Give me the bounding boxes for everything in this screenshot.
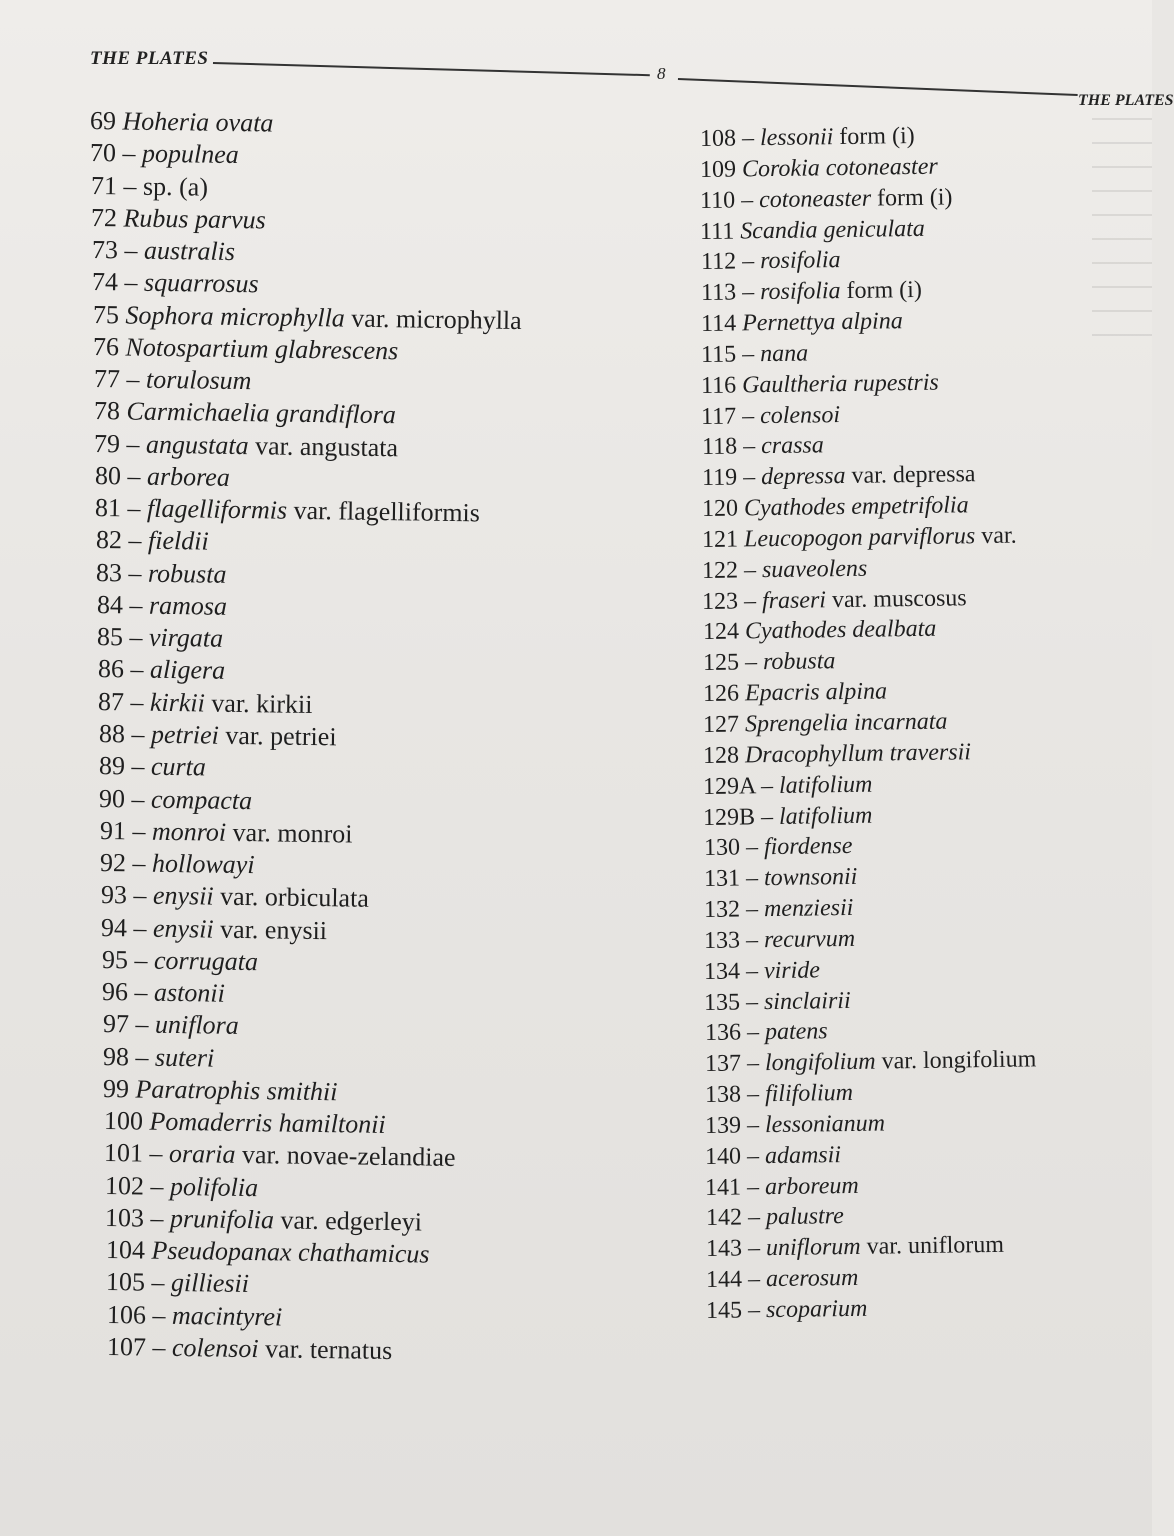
plate-number: 95 –: [101, 944, 148, 975]
plate-entry: [704, 1017, 827, 1049]
plate-number: 90 –: [99, 783, 146, 814]
plate-entry: [101, 880, 369, 914]
plate-number: 133 –: [703, 927, 759, 954]
plate-species-name: Gaultheria rupestris: [742, 369, 940, 399]
plate-species-name: Scandia geniculata: [740, 215, 926, 244]
plate-species-name: suteri: [154, 1042, 215, 1073]
plate-entry: [90, 138, 239, 170]
plate-number: 119 –: [701, 464, 756, 492]
plate-number: 87 –: [97, 686, 144, 717]
plate-number: 128: [702, 742, 740, 769]
plate-species-name: robusta: [148, 558, 227, 589]
plate-species-name: Epacris alpina: [744, 678, 887, 707]
plate-entry: [106, 1267, 249, 1299]
plate-entry: [702, 553, 868, 585]
plate-species-name: virgata: [148, 622, 224, 653]
plate-number: 101 –: [104, 1138, 164, 1169]
plate-entry: [93, 332, 399, 366]
plate-number: 72: [91, 202, 118, 233]
plate-entry: [100, 816, 353, 850]
plate-qualifier: var. uniflorum: [866, 1232, 1004, 1261]
plate-species-name: Cyathodes dealbata: [744, 616, 936, 645]
plate-species-name: monroi: [151, 816, 227, 847]
plate-qualifier: var. novae-zelandiae: [242, 1140, 457, 1173]
page-number: 8: [657, 64, 666, 83]
plate-entry: [703, 800, 873, 832]
plate-entry: [704, 955, 820, 987]
plate-entry: [700, 213, 925, 246]
plate-species-name: latifolium: [779, 802, 873, 830]
plate-entry: [705, 1108, 885, 1141]
plate-entry: [98, 719, 336, 752]
plate-number: 136 –: [704, 1019, 759, 1047]
plate-species-name: flagelliformis: [147, 493, 288, 525]
plate-entry: [95, 493, 480, 528]
plate-species-name: curta: [150, 751, 207, 782]
plate-species-name: angustata: [146, 429, 250, 460]
plate-qualifier: var. orbiculata: [219, 881, 369, 914]
plate-number: 127: [702, 711, 740, 738]
plate-number: 132 –: [703, 896, 759, 924]
plate-qualifier: var. enysii: [220, 914, 328, 945]
plate-species-name: hollowayi: [152, 848, 256, 880]
plate-entry: [104, 1106, 386, 1140]
plate-number: 89 –: [98, 751, 145, 781]
plate-species-name: recurvum: [763, 925, 856, 954]
plate-qualifier: form (i): [846, 277, 922, 305]
plate-qualifier: var. angustata: [255, 430, 399, 462]
plate-entry: [702, 490, 969, 524]
plate-number: 110 –: [700, 186, 754, 214]
plate-species-name: depressa: [760, 463, 846, 491]
plate-number: 106 –: [106, 1299, 166, 1330]
plate-species-name: compacta: [151, 784, 253, 815]
plate-species-name: gilliesii: [170, 1268, 250, 1299]
plate-qualifier: var. petriei: [224, 720, 337, 752]
plate-number: 93 –: [100, 880, 147, 910]
plate-entry: [701, 338, 809, 369]
plate-qualifier: form (i): [839, 123, 915, 151]
plate-entry: [99, 784, 252, 816]
plate-species-name: colensoi: [171, 1332, 259, 1364]
plate-number: 108 –: [699, 125, 755, 152]
plate-species-name: lessonii: [759, 124, 834, 152]
plate-qualifier: var. muscosus: [832, 584, 968, 613]
plate-number: 105 –: [105, 1267, 165, 1298]
plate-species-name: Pomaderris hamiltonii: [149, 1106, 386, 1140]
plate-species-name: crassa: [760, 432, 824, 460]
plate-number: 97 –: [102, 1009, 149, 1039]
plate-number: 69: [89, 106, 117, 136]
plate-entry: [104, 1138, 456, 1173]
plate-entry: [705, 1170, 859, 1202]
plate-number: 120: [701, 495, 739, 523]
plate-number: 77 –: [93, 364, 140, 394]
plate-number: 80 –: [94, 460, 141, 491]
plate-species-name: oraria: [169, 1139, 236, 1170]
plate-number: 130 –: [703, 834, 758, 862]
plate-number: 78: [93, 396, 121, 426]
plate-species-name: Sophora microphylla: [124, 300, 345, 333]
plate-species-name: filifolium: [764, 1080, 854, 1108]
plate-species-name: cotoneaster: [759, 185, 872, 213]
plate-number: 143 –: [705, 1235, 760, 1263]
plate-entry: [105, 1235, 429, 1270]
plate-qualifier: var. kirkii: [211, 688, 313, 719]
plate-number: 135 –: [704, 988, 759, 1016]
plate-number: 104: [105, 1235, 145, 1265]
plate-species-name: patens: [764, 1018, 828, 1046]
plate-entry: [706, 1294, 868, 1326]
plate-entry: [700, 121, 915, 154]
plate-number: 73 –: [91, 235, 138, 265]
plate-entry: [90, 106, 274, 139]
plate-species-name: australis: [143, 235, 236, 267]
plate-species-name: Cyathodes empetrifolia: [743, 492, 969, 522]
plate-number: 82 –: [95, 525, 142, 556]
plate-number: 129B –: [703, 803, 774, 831]
plate-entry: [91, 203, 266, 235]
plate-species-name: suaveolens: [762, 555, 868, 583]
plate-species-name: palustre: [765, 1203, 844, 1231]
plate-species-name: rosifolia: [759, 278, 841, 306]
plate-qualifier: var. ternatus: [264, 1334, 393, 1365]
plate-entry: [700, 152, 938, 185]
plate-number: 107 –: [106, 1332, 166, 1362]
plate-qualifier: var. longifolium: [881, 1046, 1037, 1075]
plate-number: 74 –: [92, 267, 138, 297]
plate-number: 138 –: [704, 1081, 760, 1109]
plate-entry: [705, 1202, 843, 1234]
plate-number: 137 –: [704, 1050, 759, 1078]
plate-number: 125 –: [702, 649, 757, 677]
plate-entry: [703, 677, 887, 710]
plate-number: 71 – sp. (a): [90, 170, 209, 202]
plate-number: 102 –: [104, 1170, 164, 1201]
plate-entry: [93, 364, 251, 396]
plate-number: 99: [103, 1073, 130, 1104]
plate-species-name: macintyrei: [171, 1300, 282, 1332]
plate-species-name: Corokia cotoneaster: [741, 153, 939, 183]
plate-entry: [705, 1045, 1037, 1080]
plate-number: 84 –: [96, 589, 143, 620]
plate-number: 98 –: [102, 1041, 149, 1072]
plate-entry: [105, 1203, 422, 1237]
plate-number: 70 –: [90, 138, 137, 168]
plate-entry: [701, 275, 922, 308]
plate-entry: [705, 1078, 853, 1110]
plate-species-name: lessonianum: [764, 1110, 886, 1139]
plate-number: 109: [699, 156, 737, 183]
plate-entry: [107, 1332, 393, 1366]
plate-entry: [94, 429, 398, 463]
plate-entry: [702, 646, 835, 678]
plate-species-name: Paratrophis smithii: [135, 1074, 339, 1107]
plate-number: 142 –: [705, 1204, 760, 1232]
plate-entry: [704, 862, 858, 894]
plate-species-name: robusta: [762, 648, 836, 676]
plate-entry: [701, 367, 939, 400]
plate-entry: [703, 831, 852, 863]
plate-species-name: enysii: [152, 881, 214, 911]
plate-entry: [700, 182, 953, 216]
plate-number: 140 –: [705, 1143, 760, 1170]
plate-species-name: adamsii: [765, 1141, 842, 1169]
plate-species-name: Pseudopanax chathamicus: [150, 1235, 430, 1269]
plate-species-name: colensoi: [760, 401, 841, 429]
plate-number: 124: [702, 618, 739, 646]
plate-species-name: uniflora: [154, 1010, 239, 1041]
plate-entry: [704, 893, 854, 925]
plate-number: 92 –: [100, 848, 146, 878]
plate-entry: [106, 1300, 282, 1332]
plate-qualifier: var.: [981, 522, 1017, 550]
plate-species-name: scoparium: [765, 1295, 868, 1324]
plate-number: 75: [92, 299, 119, 329]
plate-species-name: squarrosus: [144, 268, 260, 299]
plate-species-name: Pernettya alpina: [741, 308, 903, 337]
running-head-left: THE PLATES: [90, 48, 209, 69]
plate-number: 145 –: [705, 1297, 761, 1324]
plate-entry: [102, 977, 225, 1009]
plate-number: 139 –: [704, 1112, 760, 1139]
plate-entry: [704, 986, 851, 1018]
plate-species-name: rosifolia: [759, 247, 841, 275]
plate-species-name: arborea: [146, 461, 230, 492]
plate-number: 126: [702, 680, 740, 708]
running-head-right: THE PLATES: [1078, 92, 1174, 109]
plate-species-name: fraseri: [762, 586, 827, 614]
plate-entry: [701, 431, 823, 463]
plate-number: 144 –: [705, 1266, 761, 1294]
plate-entry: [96, 558, 227, 590]
plate-entry: [702, 614, 936, 647]
plate-number: 115 –: [700, 341, 755, 368]
plate-entry: [96, 525, 209, 557]
plate-species-name: latifolium: [779, 771, 873, 799]
plate-species-name: ramosa: [148, 590, 227, 621]
plate-number: 94 –: [100, 912, 147, 943]
plate-entry: [103, 1074, 338, 1107]
plate-entry: [100, 848, 255, 880]
plate-species-name: polifolia: [169, 1171, 259, 1202]
plate-number: 86 –: [97, 654, 144, 685]
plate-species-name: prunifolia: [170, 1203, 275, 1235]
plate-entry: [102, 1009, 238, 1041]
plate-entry: [702, 583, 967, 617]
plate-species-name: torulosum: [145, 364, 252, 396]
plate-entry: [706, 1263, 859, 1295]
plate-number: 79 –: [94, 428, 141, 459]
plate-species-name: aligera: [149, 655, 225, 686]
plate-entry: [92, 267, 259, 299]
plate-number: 129A –: [703, 772, 774, 800]
plate-species-name: Dracophyllum traversii: [744, 739, 972, 769]
plate-entry: [700, 245, 840, 277]
plate-species-name: enysii: [152, 913, 215, 944]
plate-species-name: fieldii: [147, 526, 209, 556]
plate-number: 114: [700, 310, 737, 338]
plate-number: 100: [103, 1106, 144, 1136]
plate-entry: [92, 235, 235, 267]
plate-number: 113 –: [700, 279, 755, 307]
plate-number: 134 –: [704, 957, 759, 985]
plate-species-name: townsonii: [763, 864, 858, 892]
plate-species-name: sinclairii: [764, 987, 852, 1015]
plate-species-name: Notospartium glabrescens: [125, 332, 399, 366]
plate-number: 91 –: [99, 815, 146, 846]
plate-species-name: arboreum: [765, 1172, 860, 1200]
plate-entry: [97, 654, 225, 686]
plate-entry: [105, 1171, 259, 1203]
plate-species-name: corrugata: [153, 945, 258, 977]
plate-species-name: Rubus parvus: [123, 203, 267, 235]
plate-number: 111: [700, 218, 735, 245]
plate-species-name: Leucopogon parviflorus: [743, 523, 976, 553]
plate-species-name: populnea: [142, 138, 240, 170]
plate-entry: [705, 1230, 1003, 1264]
plate-entry: [703, 769, 873, 801]
plate-qualifier: var. edgerleyi: [280, 1205, 423, 1237]
plate-species-name: fiordense: [763, 833, 853, 861]
plate-entry: [94, 396, 396, 430]
plate-species-name: petriei: [150, 719, 219, 750]
plate-species-name: nana: [760, 340, 809, 368]
plate-number: 112 –: [700, 248, 754, 276]
plate-number: 103 –: [105, 1202, 164, 1233]
plate-species-name: Sprengelia incarnata: [744, 708, 948, 738]
plate-species-name: acerosum: [765, 1265, 859, 1293]
plate-entry: [97, 622, 224, 654]
plate-number: 131 –: [703, 865, 758, 893]
plate-number: 122 –: [702, 557, 757, 584]
plate-entry: [101, 945, 257, 977]
plate-number: 83 –: [96, 557, 142, 588]
plate-entry: [705, 1140, 841, 1172]
plate-entry: [101, 913, 327, 946]
plate-entry: [96, 590, 226, 622]
plate-qualifier: var. flagelliformis: [293, 495, 481, 528]
bleed-through-lines: [1092, 118, 1152, 468]
plate-entry: [704, 924, 855, 956]
plate-species-name: Carmichaelia grandiflora: [126, 396, 397, 430]
plate-number: 121: [701, 526, 739, 553]
plate-species-name: menziesii: [763, 894, 854, 923]
plate-species-name: viride: [764, 957, 821, 984]
header-rule-left: [213, 62, 650, 76]
plate-number: 96 –: [101, 977, 148, 1007]
plate-number: 85 –: [96, 622, 143, 652]
plate-entry: [98, 687, 313, 720]
plate-species-name: kirkii: [149, 687, 206, 718]
plate-species-name: astonii: [153, 977, 226, 1008]
header-rule-right: [678, 78, 1078, 96]
plate-entry: [702, 459, 976, 493]
plate-entry: [99, 751, 206, 782]
plate-number: 81 –: [95, 493, 142, 523]
plate-number: 76: [92, 331, 120, 362]
plate-number: 117 –: [701, 402, 755, 430]
plate-qualifier: var. depressa: [851, 461, 976, 490]
plate-number: 123 –: [702, 587, 757, 615]
plate-entry: [702, 521, 1017, 555]
plate-species-name: uniflorum: [765, 1234, 861, 1262]
plate-number: 118 –: [701, 433, 755, 461]
plate-species-name: Hoheria ovata: [122, 106, 274, 138]
plate-entry: [701, 400, 840, 432]
plate-entry: [91, 171, 208, 203]
plate-entry: [103, 1042, 215, 1074]
plate-entry: [95, 461, 230, 493]
plate-number: 88 –: [98, 719, 145, 749]
plate-entry: [703, 707, 948, 740]
plate-entry: [92, 300, 521, 336]
plate-qualifier: var. monroi: [232, 817, 353, 849]
plate-number: 116: [701, 372, 737, 399]
plate-number: 141 –: [705, 1173, 760, 1201]
plate-entry: [701, 306, 903, 339]
plate-qualifier: form (i): [877, 184, 953, 212]
plate-species-name: longifolium: [764, 1048, 876, 1077]
plate-entry: [703, 737, 971, 771]
plate-qualifier: var. microphylla: [350, 303, 522, 335]
